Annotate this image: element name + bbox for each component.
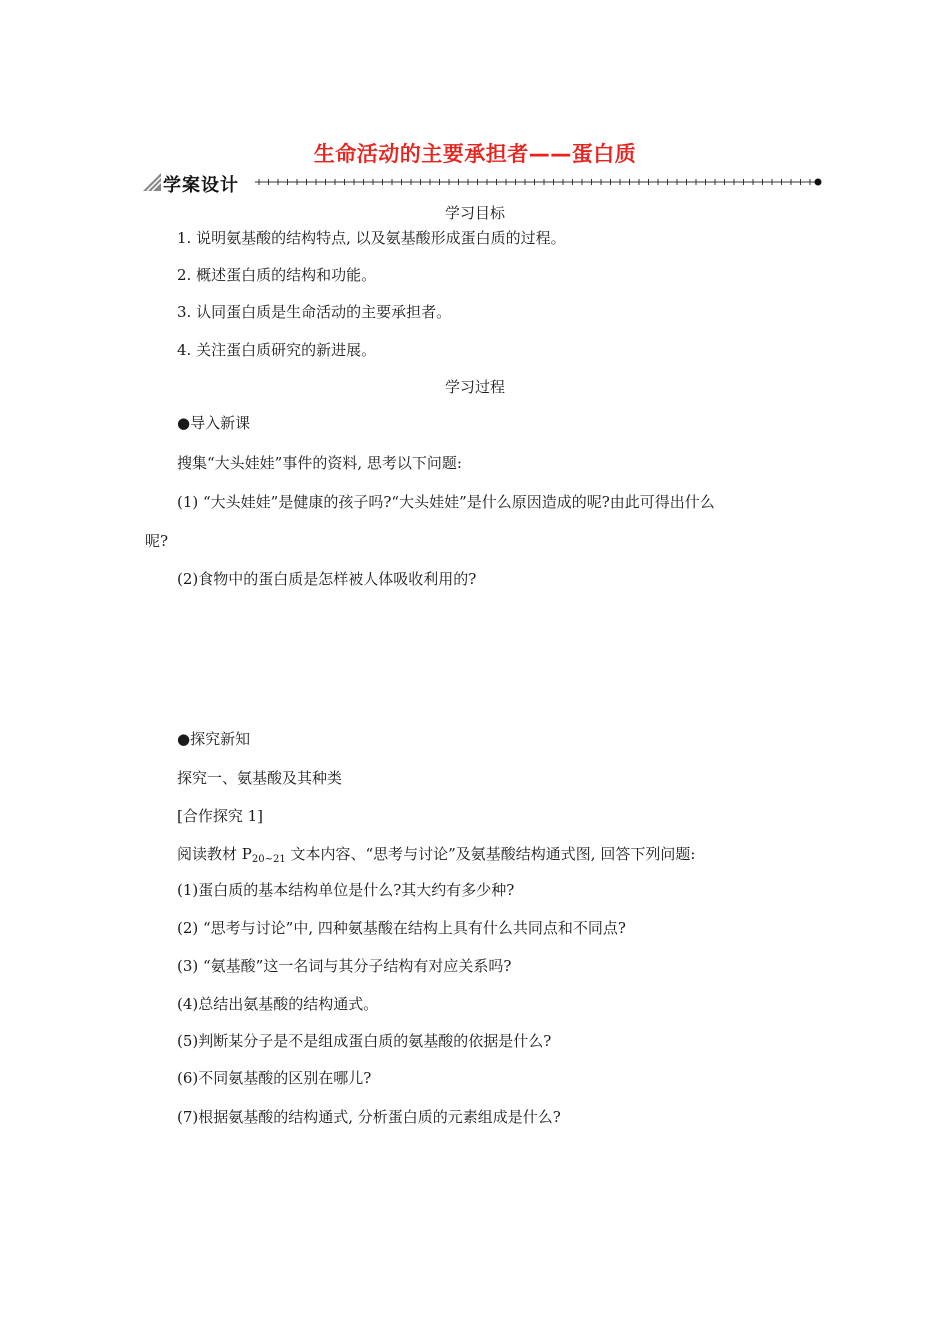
section-banner xyxy=(143,170,823,196)
objectives-heading: 学习目标 xyxy=(444,204,505,222)
intro-question-1-cont: 呢? xyxy=(145,532,169,550)
objective-item: 2. 概述蛋白质的结构和功能。 xyxy=(177,266,377,284)
reading-pre: 阅读教材 P xyxy=(177,845,252,863)
explore-question: (4)总结出氨基酸的结构通式。 xyxy=(177,995,379,1013)
explore-question: (1)蛋白质的基本结构单位是什么?其大约有多少种? xyxy=(177,881,515,899)
page-range-subscript: 20~21 xyxy=(251,854,286,865)
reading-post: 文本内容、“思考与讨论”及氨基酸结构通式图, 回答下列问题: xyxy=(285,845,696,863)
explore-label: ●探究新知 xyxy=(177,730,251,748)
intro-question-2: (2)食物中的蛋白质是怎样被人体吸收利用的? xyxy=(177,570,477,588)
page-title: 生命活动的主要承担者——蛋白质 xyxy=(313,142,637,166)
explore-section-title: 探究一、氨基酸及其种类 xyxy=(177,769,343,787)
explore-question: (2) “思考与讨论”中, 四种氨基酸在结构上具有什么共同点和不同点? xyxy=(177,919,626,937)
explore-question: (5)判断某分子是不是组成蛋白质的氨基酸的依据是什么? xyxy=(177,1032,552,1050)
explore-question: (7)根据氨基酸的结构通式, 分析蛋白质的元素组成是什么? xyxy=(177,1108,561,1126)
banner-dotted-rule xyxy=(255,174,823,190)
banner-triangle-icon xyxy=(143,173,161,191)
objective-item: 3. 认同蛋白质是生命活动的主要承担者。 xyxy=(177,303,452,321)
coop-explore-label: [合作探究 1] xyxy=(177,807,264,825)
process-heading: 学习过程 xyxy=(444,378,505,396)
objective-item: 1. 说明氨基酸的结构特点, 以及氨基酸形成蛋白质的过程。 xyxy=(177,229,566,247)
explore-question: (3) “氨基酸”这一名词与其分子结构有对应关系吗? xyxy=(177,957,512,975)
explore-question: (6)不同氨基酸的区别在哪儿? xyxy=(177,1069,372,1087)
intro-label: ●导入新课 xyxy=(177,414,251,432)
banner-label: 学案设计 xyxy=(163,175,239,196)
objective-item: 4. 关注蛋白质研究的新进展。 xyxy=(177,341,377,359)
reading-instruction xyxy=(177,844,695,870)
intro-question-1: (1) “大头娃娃”是健康的孩子吗?“大头娃娃”是什么原因造成的呢?由此可得出什么 xyxy=(177,493,715,511)
intro-prompt: 搜集“大头娃娃”事件的资料, 思考以下问题: xyxy=(177,454,462,472)
